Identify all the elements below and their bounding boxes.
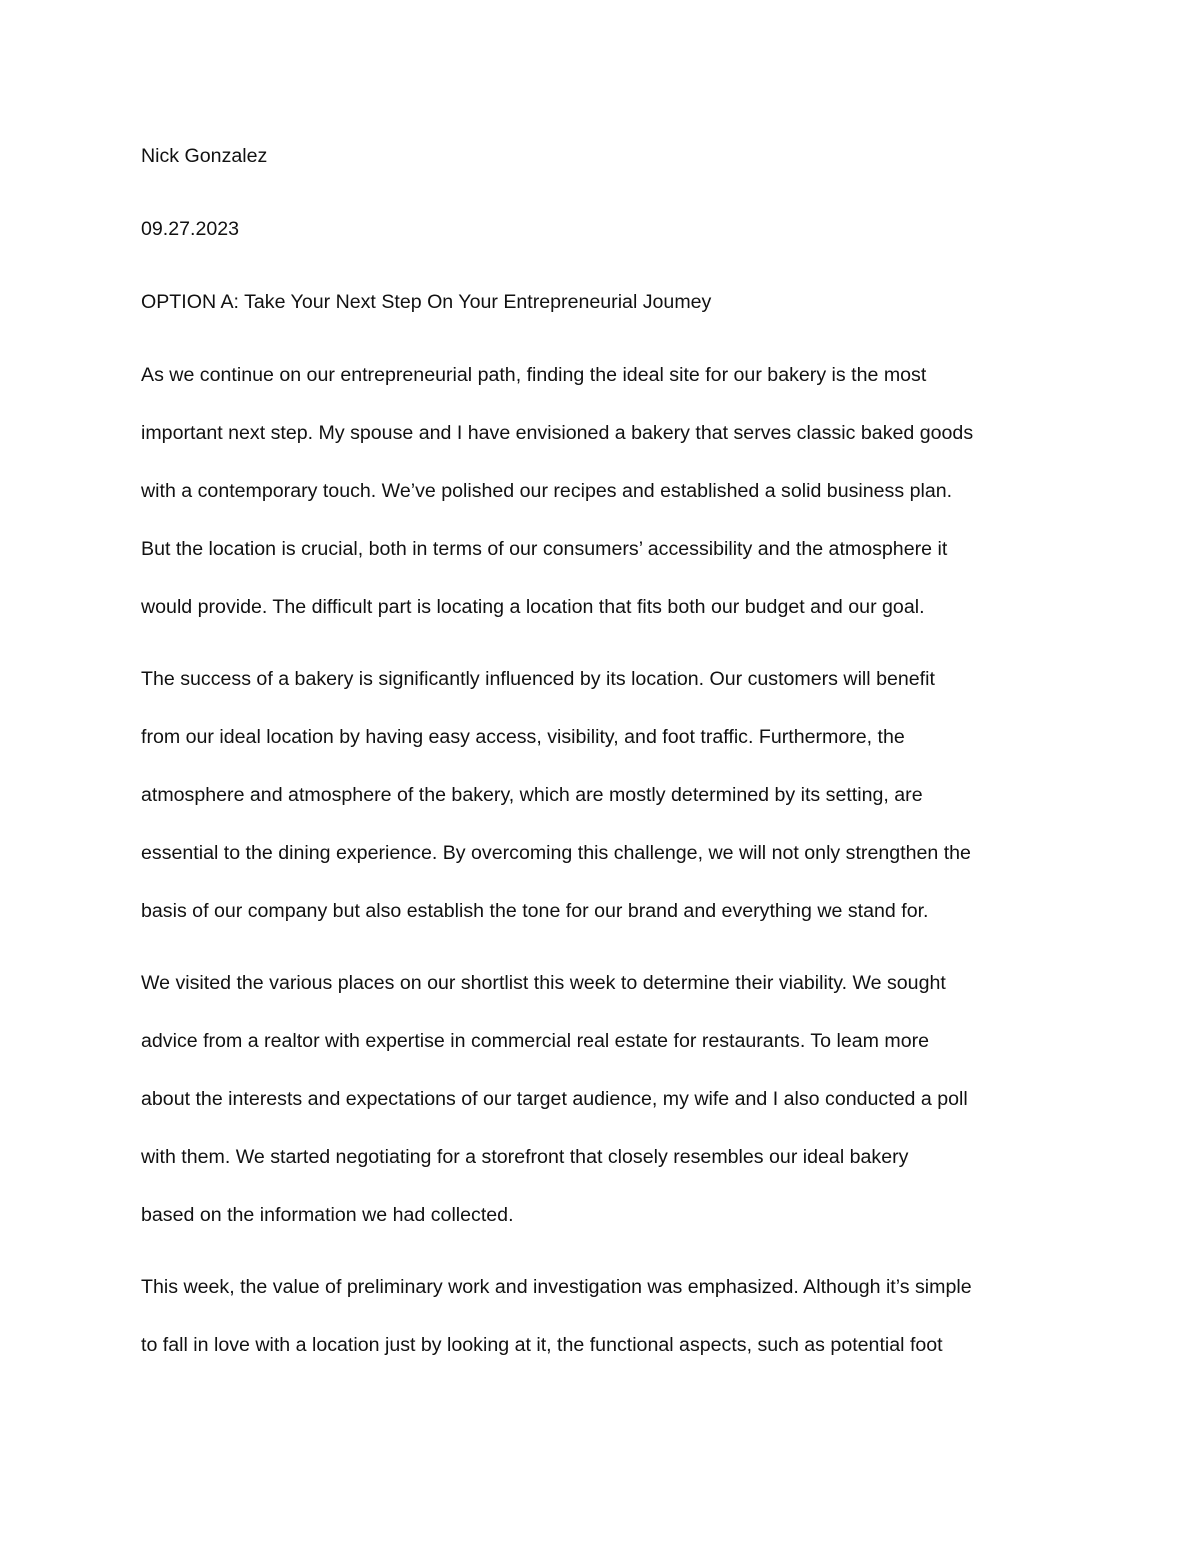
paragraph	[141, 1271, 1066, 1387]
document-title: OPTION A: Take Your Next Step On Your Entrepreneurial Joumey	[141, 291, 712, 313]
paragraph-line: We visited the various places on our shortlist this week to determine their viability. We sought	[141, 972, 946, 994]
paragraph-line: atmosphere and atmosphere of the bakery, which are mostly determined by its setting, are	[141, 784, 923, 806]
paragraph-line: with a contemporary touch. We’ve polished our recipes and established a solid business plan.	[141, 480, 953, 502]
paragraph-line: The success of a bakery is significantly influenced by its location. Our customers will benefit	[141, 668, 935, 690]
paragraph	[141, 663, 1066, 953]
paragraph-line: basis of our company but also establish the tone for our brand and everything we stand for.	[141, 900, 929, 922]
paragraph-line: based on the information we had collected.	[141, 1204, 514, 1226]
paragraph-line: But the location is crucial, both in terms of our consumers’ accessibility and the atmosphere it	[141, 538, 948, 560]
paragraph	[141, 967, 1066, 1257]
document-date: 09.27.2023	[141, 218, 240, 240]
paragraph	[141, 359, 1066, 649]
paragraph-line: essential to the dining experience. By overcoming this challenge, we will not only strengthen the	[141, 842, 971, 864]
paragraph-line: advice from a realtor with expertise in commercial real estate for restaurants. To leam more	[141, 1030, 930, 1052]
author-name: Nick Gonzalez	[141, 145, 268, 167]
paragraph-line: from our ideal location by having easy access, visibility, and foot traffic. Furthermore, the	[141, 726, 905, 748]
paragraph-line: As we continue on our entrepreneurial path, finding the ideal site for our bakery is the most	[141, 364, 927, 386]
paragraph-line: about the interests and expectations of our target audience, my wife and I also conducted a poll	[141, 1088, 968, 1110]
paragraph-line: to fall in love with a location just by looking at it, the functional aspects, such as potential foot	[141, 1334, 943, 1356]
paragraph-line: This week, the value of preliminary work and investigation was emphasized. Although it’s simple	[141, 1276, 972, 1298]
paragraph-line: important next step. My spouse and I have envisioned a bakery that serves classic baked goods	[141, 422, 974, 444]
document-body	[141, 140, 1066, 1401]
paragraph-line: with them. We started negotiating for a storefront that closely resembles our ideal bakery	[141, 1146, 909, 1168]
paragraph-line: would provide. The difficult part is locating a location that fits both our budget and our goal.	[141, 596, 925, 618]
